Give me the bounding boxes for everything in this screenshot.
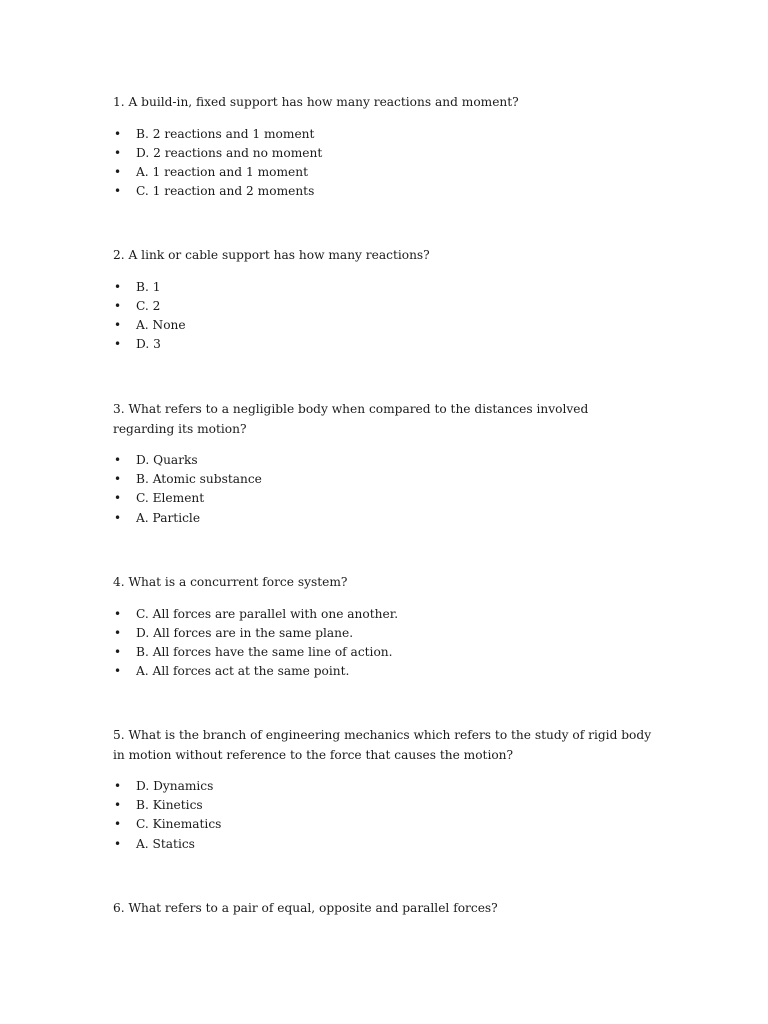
option-item: • C. Kinematics [113,815,653,834]
option-item: • A. Statics [113,835,653,854]
bullet-icon: • [114,606,122,621]
bullet-icon: • [114,126,122,141]
option-item: • B. Atomic substance [113,470,653,489]
question-6 [113,899,653,919]
option-item: • C. All forces are parallel with one another. [113,605,653,624]
question-text: 5. What is the branch of engineering mechanics which refers to the study of rigid body in motion without reference to the force that causes the motion? [113,728,652,762]
option-item: • B. All forces have the same line of action. [113,643,653,662]
question-4 [113,573,653,681]
bullet-icon: • [114,453,122,467]
option-item: • D. Dynamics [113,777,653,796]
bullet-icon: • [114,317,122,332]
option-list [113,125,653,202]
bullet-icon: • [114,836,122,851]
question-text: 4. What is a concurrent force system? [113,575,348,589]
bullet-icon: • [114,625,122,640]
bullet-icon: • [114,510,122,525]
option-item: • A. All forces act at the same point. [113,662,653,681]
question-text: 1. A build-in, fixed support has how many reactions and moment? [113,95,519,109]
bullet-icon: • [114,644,122,659]
bullet-icon: • [114,164,122,179]
option-item: • D. 2 reactions and no moment [113,144,653,163]
option-item: • C. 2 [113,297,653,316]
question-2 [113,246,653,354]
bullet-icon: • [114,472,122,487]
option-item: • D. Quarks [113,451,653,470]
option-item: • B. 1 [113,278,653,297]
question-1 [113,93,653,201]
option-item: • B. 2 reactions and 1 moment [113,125,653,144]
bullet-icon: • [114,817,122,832]
bullet-icon: • [114,664,122,679]
bullet-icon: • [114,779,122,793]
bullet-icon: • [114,298,122,313]
option-item: • A. None [113,316,653,335]
option-item: • C. Element [113,489,653,508]
option-list [113,278,653,355]
bullet-icon: • [114,491,122,506]
question-text: 2. A link or cable support has how many reactions? [113,248,430,262]
question-5 [113,726,653,854]
question-text: 3. What refers to a negligible body when compared to the distances involved regarding its motion? [113,402,589,436]
option-item: • B. Kinetics [113,796,653,815]
option-item: • C. 1 reaction and 2 moments [113,182,653,201]
question-text: 6. What refers to a pair of equal, opposite and parallel forces? [113,901,498,915]
option-list [113,777,653,854]
question-3 [113,400,653,528]
option-item: • A. 1 reaction and 1 moment [113,163,653,182]
option-item: • D. All forces are in the same plane. [113,624,653,643]
option-item: • D. 3 [113,335,653,354]
option-list [113,451,653,528]
bullet-icon: • [114,184,122,199]
bullet-icon: • [114,145,122,160]
bullet-icon: • [114,279,122,294]
option-list [113,605,653,682]
option-item: • A. Particle [113,509,653,528]
bullet-icon: • [114,798,122,813]
bullet-icon: • [114,337,122,352]
